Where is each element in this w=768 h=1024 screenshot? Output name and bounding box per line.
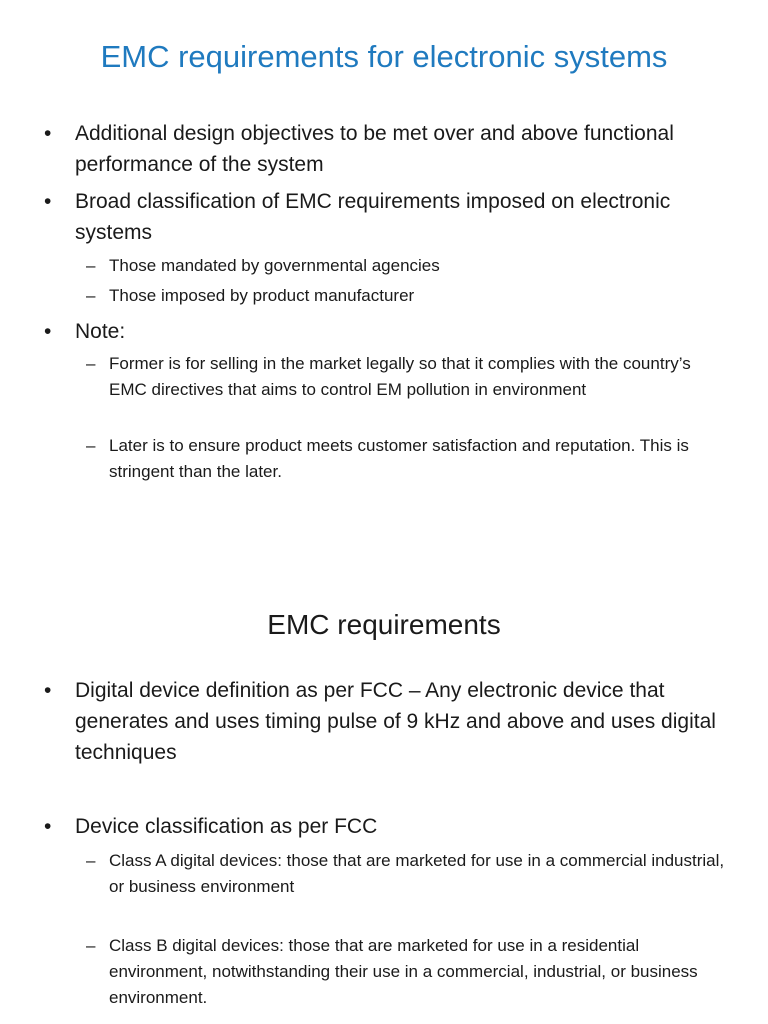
sub-bullet-text: Class A digital devices: those that are marketed for use in a commercial industrial, or business environment bbox=[109, 851, 725, 896]
sub-bullet-item bbox=[86, 933, 726, 1011]
bullet-item bbox=[44, 316, 734, 347]
bullet-text: Additional design objectives to be met over and above functional performance of the system bbox=[75, 122, 674, 176]
bullet-text: Device classification as per FCC bbox=[75, 815, 378, 838]
bullet-item bbox=[44, 675, 734, 768]
sub-bullet-marker: – bbox=[86, 354, 96, 373]
bullet-item bbox=[44, 186, 734, 248]
bullet-item bbox=[44, 118, 734, 180]
sub-bullet-text: Those mandated by governmental agencies bbox=[109, 256, 440, 275]
bullet-marker: • bbox=[44, 320, 52, 343]
sub-bullet-item bbox=[86, 283, 726, 309]
sub-bullet-text: Later is to ensure product meets customer satisfaction and reputation. This is stringent than the later. bbox=[109, 436, 689, 481]
sub-bullet-item bbox=[86, 433, 726, 485]
slide-title: EMC requirements for electronic systems bbox=[100, 39, 668, 74]
sub-bullet-text: Class B digital devices: those that are marketed for use in a residential environment, notwithstanding their use in a commercial, industrial, or business environment. bbox=[109, 936, 698, 1007]
sub-bullet-item bbox=[86, 848, 726, 900]
bullet-marker: • bbox=[44, 679, 52, 702]
bullet-marker: • bbox=[44, 190, 52, 213]
sub-bullet-marker: – bbox=[86, 436, 96, 455]
sub-bullet-marker: – bbox=[86, 936, 96, 955]
bullet-text: Broad classification of EMC requirements imposed on electronic systems bbox=[75, 190, 671, 244]
bullet-text: Digital device definition as per FCC – Any electronic device that generates and uses timing pulse of 9 kHz and above and uses digital techniques bbox=[75, 679, 716, 764]
bullet-marker: • bbox=[44, 815, 52, 838]
bullet-text: Note: bbox=[75, 320, 126, 343]
sub-bullet-item bbox=[86, 351, 726, 403]
sub-bullet-marker: – bbox=[86, 286, 96, 305]
bullet-item bbox=[44, 811, 734, 842]
bullet-marker: • bbox=[44, 122, 52, 145]
sub-bullet-marker: – bbox=[86, 851, 96, 870]
sub-bullet-item bbox=[86, 253, 726, 279]
slide-emc-requirements bbox=[0, 576, 768, 1024]
sub-bullet-text: Those imposed by product manufacturer bbox=[109, 286, 415, 305]
sub-bullet-text: Former is for selling in the market legally so that it complies with the country’s EMC directives that aims to control EM pollution in environment bbox=[109, 354, 691, 399]
slide-title: EMC requirements bbox=[267, 609, 501, 640]
sub-bullet-marker: – bbox=[86, 256, 96, 275]
